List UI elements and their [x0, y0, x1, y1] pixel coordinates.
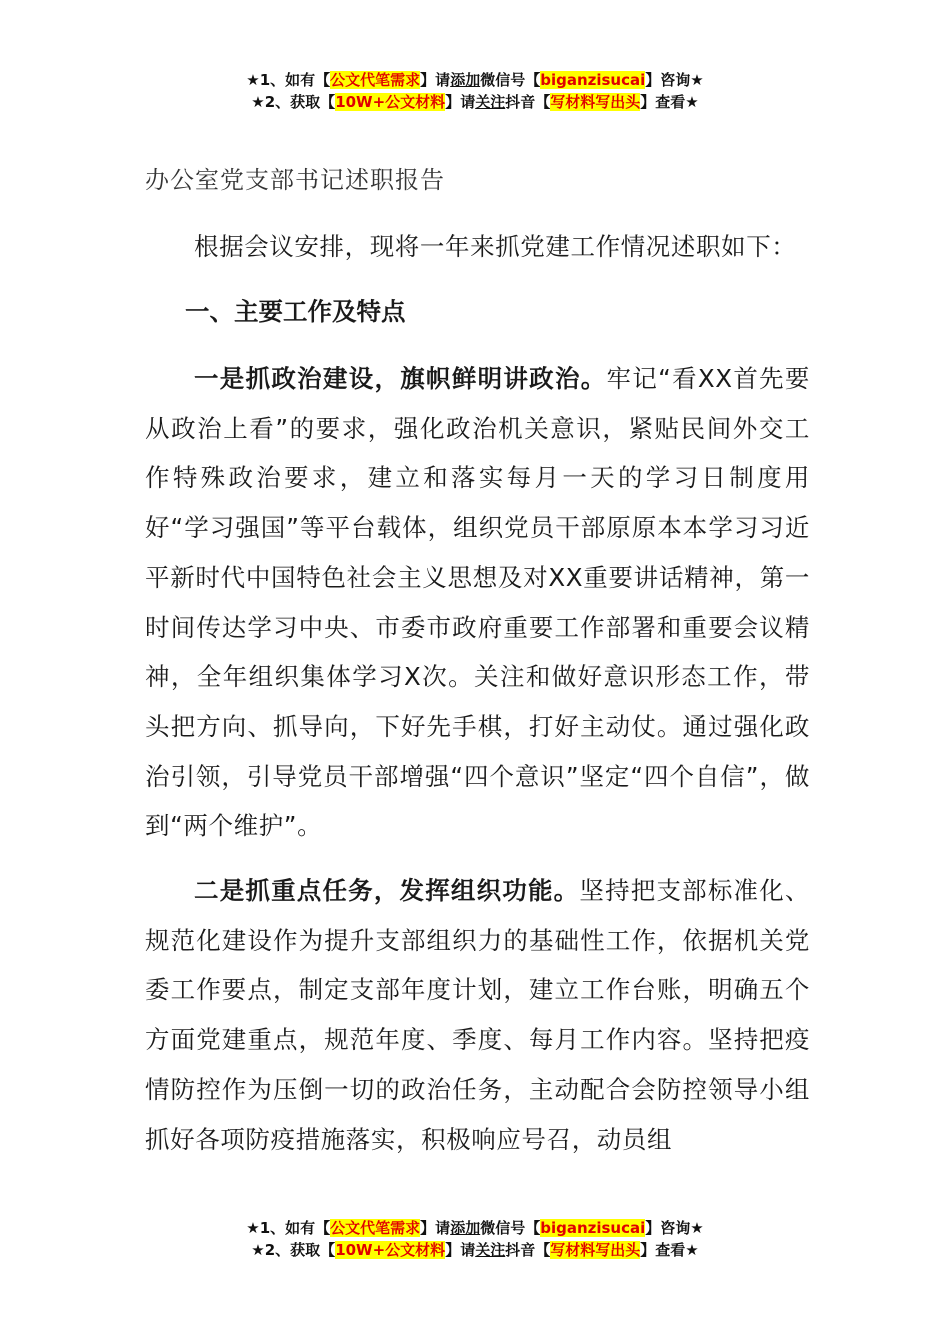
promo-line-2 [0, 91, 950, 113]
promo-text: 】请 [420, 1219, 451, 1237]
promo-line-2 [0, 1239, 950, 1261]
intro-paragraph: 根据会议安排，现将一年来抓党建工作情况述职如下： [194, 232, 797, 261]
promo-text: 】咨询★ [645, 71, 704, 89]
promo-line-1 [0, 1217, 950, 1239]
promo-highlight: 10W+公文材料 [335, 93, 446, 111]
promo-douyin-id: 写材料写出头 [550, 1241, 641, 1259]
promo-text: 】请 [420, 71, 451, 89]
promo-wechat-id: biganzisucai [540, 1219, 646, 1237]
promo-text: 】请 [445, 1241, 476, 1259]
paragraph-body: 坚持把支部标准化、规范化建设作为提升支部组织力的基础性工作，依据机关党委工作要点，制定支部年度计划，建立工作台账，明确五个方面党建重点，规范年度、季度、每月工作内容。坚持把疫情防控作为压倒一切的政治任务，主动配合会防控领导小组抓好各项防疫措施落实，积极响应号召，动员组 [145, 876, 811, 1154]
paragraph-lead: 二是抓重点任务，发挥组织功能。 [194, 876, 580, 905]
promo-underlined: 关注 [475, 1241, 506, 1259]
promo-text: 】查看★ [640, 93, 699, 111]
promo-text: ★2、获取【 [251, 93, 336, 111]
promo-text: 】请 [445, 93, 476, 111]
promo-text: 】查看★ [640, 1241, 699, 1259]
promo-text: 抖音【 [505, 93, 551, 111]
promo-underlined: 添加 [450, 1219, 481, 1237]
promo-underlined: 关注 [475, 93, 506, 111]
promo-line-1 [0, 69, 950, 91]
promo-highlight: 公文代笔需求 [330, 1219, 421, 1237]
promo-text: 】咨询★ [645, 1219, 704, 1237]
promo-text: ★2、获取【 [251, 1241, 336, 1259]
promo-highlight: 公文代笔需求 [330, 71, 421, 89]
promo-highlight: 10W+公文材料 [335, 1241, 446, 1259]
promo-text: ★1、如有【 [246, 1219, 331, 1237]
paragraph-body: 牢记“看XX首先要从政治上看”的要求，强化政治机关意识，紧贴民间外交工作特殊政治要求，建立和落实每月一天的学习日制度用好“学习强国”等平台载体，组织党员干部原原本本学习习近平新时代中国特色社会主义思想及对XX重要讲话精神，第一时间传达学习中央、市委市政府重要工作部署和重要会议精神，全年组织集体学习X次。关注和做好意识形态工作，带头把方向、抓导向，下好先手棋，打好主动仗。通过强化政治引领，引导党员干部增强“四个意识”坚定“四个自信”，做到“两个维护”。 [145, 364, 810, 841]
promo-text: 微信号【 [480, 71, 541, 89]
paragraph-key-tasks [145, 866, 810, 1164]
section-heading: 一、主要工作及特点 [185, 297, 406, 326]
promo-douyin-id: 写材料写出头 [550, 93, 641, 111]
paragraph-lead: 一是抓政治建设，旗帜鲜明讲政治。 [194, 364, 607, 393]
promo-banner-top [0, 69, 950, 113]
promo-banner-bottom [0, 1217, 950, 1261]
promo-text: 微信号【 [480, 1219, 541, 1237]
promo-text: 抖音【 [505, 1241, 551, 1259]
paragraph-political-building [145, 354, 810, 851]
promo-wechat-id: biganzisucai [540, 71, 646, 89]
promo-underlined: 添加 [450, 71, 481, 89]
promo-text: ★1、如有【 [246, 71, 331, 89]
document-title: 办公室党支部书记述职报告 [145, 166, 445, 194]
